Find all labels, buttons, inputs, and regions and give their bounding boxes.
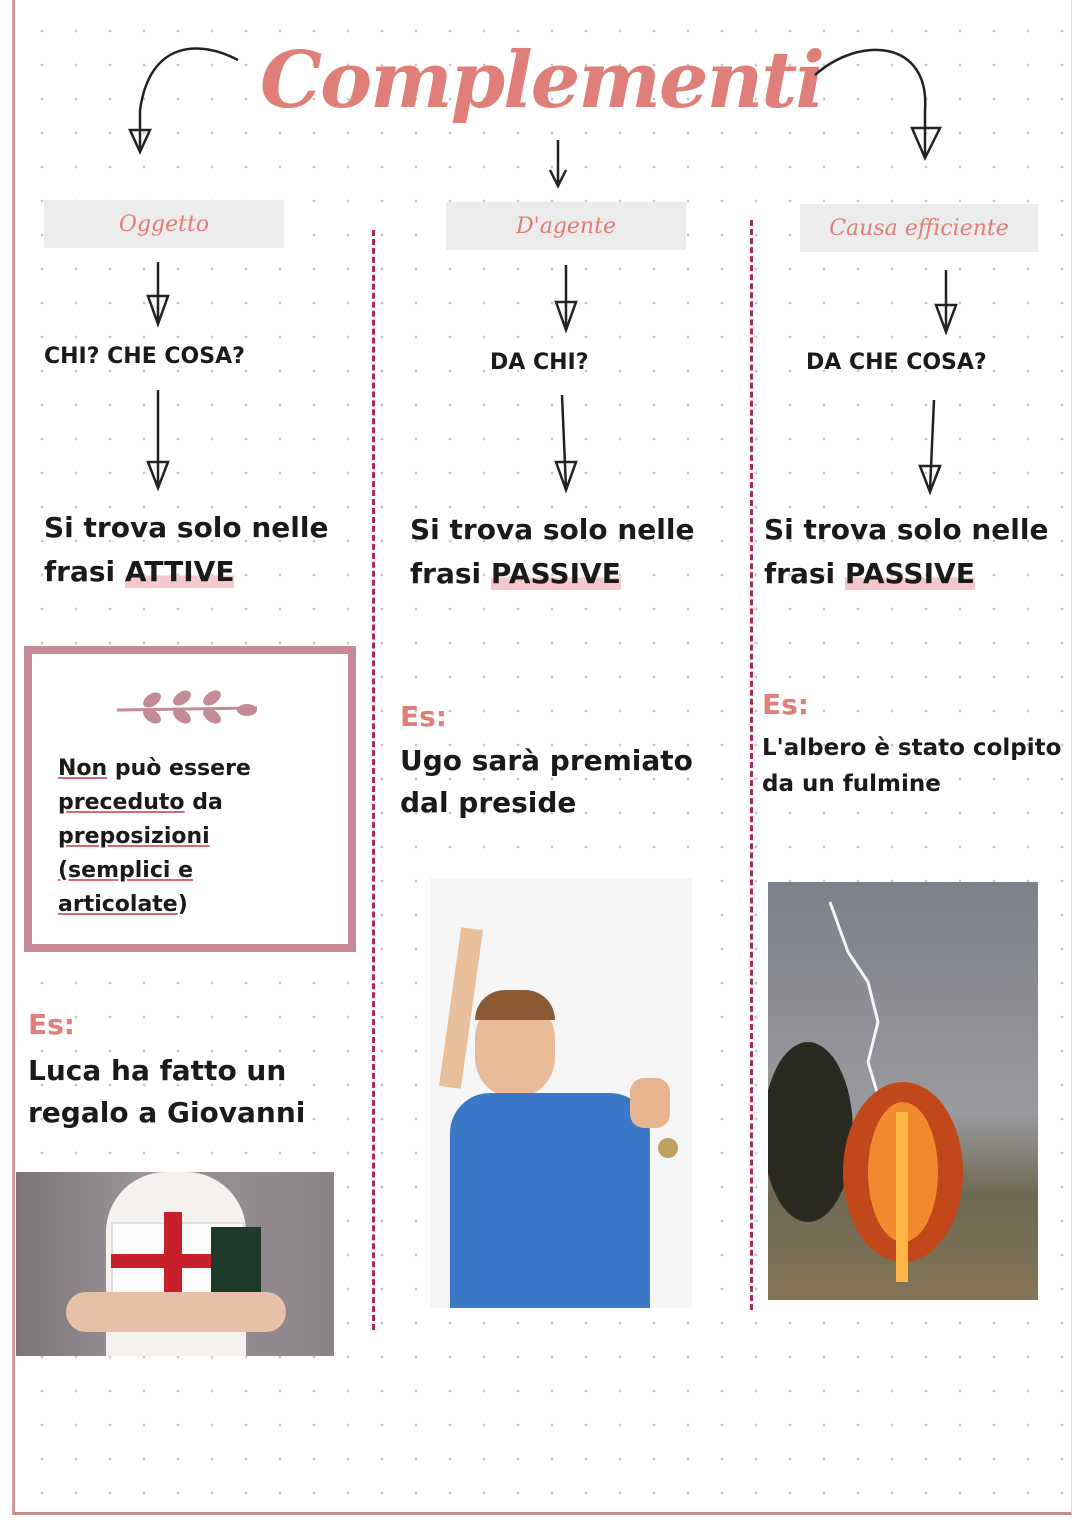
description-causa-efficiente: Si trova solo nelle frasi PASSIVE	[764, 513, 1049, 590]
note-text: Non può essere preceduto da preposizioni (semplici e articolate)	[58, 756, 251, 917]
description-dagente: Si trova solo nelle frasi PASSIVE	[410, 513, 695, 590]
arrow-icon	[140, 48, 238, 150]
question-dagente: DA CHI?	[490, 350, 589, 375]
question-oggetto: CHI? CHE COSA?	[44, 344, 245, 369]
label-dagente: D'agente	[446, 202, 686, 250]
column-divider	[750, 220, 753, 1310]
lightning-tree-photo	[768, 882, 1038, 1300]
label-causa-efficiente: Causa efficiente	[800, 204, 1038, 252]
gift-photo	[16, 1172, 334, 1356]
boy-with-medal-photo	[430, 878, 692, 1308]
note-box	[24, 646, 356, 952]
example-dagente: Ugo sarà premiato dal preside	[400, 744, 693, 819]
example-oggetto: Luca ha fatto un regalo a Giovanni	[28, 1054, 306, 1129]
example-label-causa-efficiente: Es:	[762, 688, 809, 721]
arrow-icon	[815, 50, 925, 155]
question-causa-efficiente: DA CHE COSA?	[806, 350, 987, 375]
description-oggetto: Si trova solo nelle frasi ATTIVE	[44, 511, 329, 588]
label-oggetto: Oggetto	[44, 200, 284, 248]
example-label-dagente: Es:	[400, 700, 447, 733]
column-divider	[372, 230, 375, 1330]
example-causa-efficiente: L'albero è stato colpito da un fulmine	[762, 735, 1062, 797]
example-label-oggetto: Es:	[28, 1008, 75, 1041]
flow-arrows	[0, 0, 1080, 520]
page-title: Complementi	[260, 35, 823, 126]
leaf-branch-icon	[112, 684, 262, 724]
